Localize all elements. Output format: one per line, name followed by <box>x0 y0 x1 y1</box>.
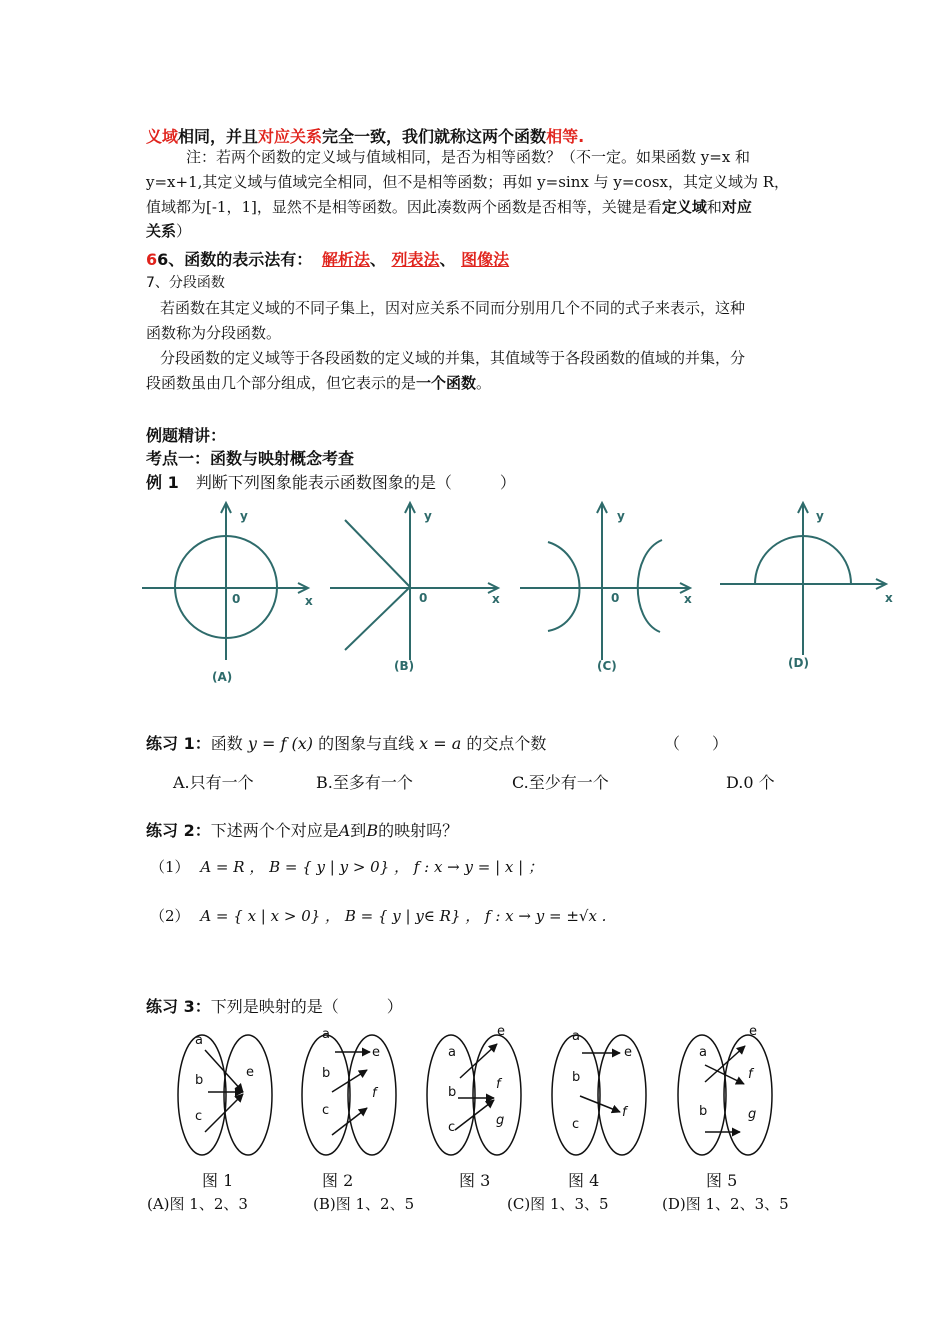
separator: 、 <box>369 250 386 269</box>
practice-1 <box>146 731 546 754</box>
section-7-heading: 7、分段函数 <box>146 275 225 291</box>
section-number: 6 <box>146 250 158 269</box>
method-analytic: 解析法 <box>321 250 370 269</box>
fig4-c: c <box>572 1117 580 1132</box>
fig3-b: b <box>448 1085 457 1100</box>
option-c: C.至少有一个 <box>512 773 609 792</box>
answer-blank: （ ） <box>664 734 729 753</box>
fig5-e: e <box>749 1024 757 1039</box>
text-fragment: 的图象与直线 <box>318 734 415 753</box>
fig5-a: a <box>699 1045 707 1060</box>
term-domain: 定义域 <box>661 198 707 216</box>
term-correspondence: 对应关系 <box>258 127 323 146</box>
graph-c-x-label: x <box>684 592 692 606</box>
fig4-b: b <box>572 1070 581 1085</box>
topic-one-heading: 考点一：函数与映射概念考查 <box>146 449 355 468</box>
option-b: B.至多有一个 <box>316 773 413 792</box>
fig2-e: e <box>372 1045 380 1060</box>
text-fragment: 的交点个数 <box>466 734 547 753</box>
practice-label: 练习 3： <box>146 997 211 1016</box>
graph-b-line-upper <box>345 520 410 587</box>
fig5-g: g <box>748 1107 757 1122</box>
item-number: （1） <box>150 858 190 876</box>
fig3-a: a <box>448 1045 456 1060</box>
graph-b-y-label: y <box>424 509 432 523</box>
option-a: A.只有一个 <box>173 773 254 792</box>
section-6-heading <box>146 247 509 270</box>
note-line-1: 注：若两个函数的定义域与值域相同，是否为相等函数？（不一定。如果函数 y=x 和 <box>186 148 751 166</box>
term-domain: 义域 <box>146 127 179 146</box>
section-6-label: 6、函数的表示法有： <box>157 250 313 269</box>
graph-d-y-label: y <box>816 509 824 523</box>
choice-c: (C)图 1、3、5 <box>507 1195 609 1213</box>
practice-2-item-1 <box>150 856 543 877</box>
text-fragment: 。 <box>476 374 492 392</box>
term-relation: 关系 <box>146 222 177 240</box>
practice-2 <box>146 818 458 841</box>
text-fragment: 和 <box>706 198 722 216</box>
sec7-para-2: 函数称为分段函数。 <box>146 324 282 342</box>
fig2-b: b <box>322 1066 331 1081</box>
fig3-c: c <box>448 1120 456 1135</box>
fig2-c: c <box>322 1103 330 1118</box>
sec7-para-4 <box>146 372 491 393</box>
set-b-symbol: B <box>366 821 379 840</box>
sec7-para-3: 分段函数的定义域等于各段函数的定义域的并集，其值域等于各段函数的值域的并集，分 <box>160 349 746 367</box>
text-fragment: 到 <box>350 821 367 840</box>
text-fragment: ） <box>176 222 192 240</box>
note-line-2: y=x+1,其定义域与值域完全相同，但不是相等函数；再如 y=sinx 与 y=cosx，其定义域为 R， <box>146 173 790 191</box>
graph-b-caption: (B) <box>394 659 415 673</box>
practice-3 <box>146 994 403 1017</box>
graph-c-left-curve <box>548 542 580 631</box>
method-graph: 图像法 <box>461 250 510 269</box>
mapping-2: A = { x | x > 0} ， B = { y | y∈ R} ， f : x → y = ±√x . <box>200 907 607 925</box>
practice-label: 练习 2： <box>146 821 211 840</box>
fig-label-4: 图 4 <box>568 1171 600 1190</box>
fig3-g: g <box>496 1113 505 1128</box>
choice-d: (D)图 1、2、3、5 <box>662 1195 789 1213</box>
mapping-diagrams <box>0 1020 950 1160</box>
fig-label-3: 图 3 <box>459 1171 491 1190</box>
practice-question: 下列是映射的是（ ） <box>210 997 403 1016</box>
text-fragment: 函数 <box>210 734 243 753</box>
fig1-set-b <box>224 1035 272 1155</box>
formula-x-eq-a: x = a <box>419 734 462 753</box>
fig3-e: e <box>497 1024 505 1039</box>
fig2-set-a <box>302 1035 350 1155</box>
graph-c-origin: 0 <box>611 591 620 605</box>
text-fragment: 相同，并且 <box>178 127 259 146</box>
term-one-function: 一个函数 <box>416 374 477 392</box>
method-table: 列表法 <box>391 250 440 269</box>
note-line-4 <box>146 220 191 241</box>
fig2-a: a <box>322 1027 330 1042</box>
practice-2-item-2 <box>150 905 606 926</box>
graph-c-caption: (C) <box>597 659 617 673</box>
example-question: 判断下列图象能表示函数图象的是（ ） <box>195 473 516 492</box>
continuation-line <box>146 124 584 147</box>
set-a-symbol: A <box>338 821 351 840</box>
sec7-para-1: 若函数在其定义域的不同子集上，因对应关系不同而分别用几个不同的式子来表示，这种 <box>160 299 746 317</box>
fig1-a: a <box>195 1033 203 1048</box>
graph-a-x-label: x <box>305 594 313 608</box>
graph-b-line-lower <box>345 587 410 650</box>
text-fragment: 完全一致，我们就称这两个函数 <box>322 127 547 146</box>
note-line-3 <box>146 196 752 217</box>
mapping-1: A = R ， B = { y | y > 0} ， f : x → y = | x | ； <box>200 858 543 876</box>
fig1-set-a <box>178 1035 226 1155</box>
text-fragment: 的映射吗？ <box>378 821 459 840</box>
examples-title: 例题精讲： <box>146 426 227 445</box>
fig5-set-b <box>724 1035 772 1155</box>
graph-c-right-curve <box>638 540 662 632</box>
graph-b-origin: 0 <box>419 591 428 605</box>
graph-a-y-label: y <box>240 509 248 523</box>
graph-b-x-label: x <box>492 592 500 606</box>
graph-d-caption: (D) <box>788 656 809 670</box>
practice-label: 练习 1： <box>146 734 211 753</box>
fig-label-2: 图 2 <box>322 1171 354 1190</box>
example-label: 例 1 <box>146 473 179 492</box>
choice-b: (B)图 1、2、5 <box>313 1195 415 1213</box>
text-fragment: 段函数虽由几个部分组成，但它表示的是 <box>146 374 417 392</box>
fig1-e: e <box>246 1065 254 1080</box>
fig-label-1: 图 1 <box>202 1171 234 1190</box>
graph-d-x-label: x <box>885 591 893 605</box>
fig5-b: b <box>699 1104 708 1119</box>
fig2-f: f <box>372 1086 377 1101</box>
graph-a-caption: (A) <box>212 670 233 684</box>
term-equal: 相等. <box>546 127 585 146</box>
term-correspondence: 对应 <box>721 198 752 216</box>
fig1-b: b <box>195 1073 204 1088</box>
graph-c-y-label: y <box>617 509 625 523</box>
fig4-a: a <box>572 1029 580 1044</box>
item-number: （2） <box>150 907 190 925</box>
option-d: D.0 个 <box>726 773 775 792</box>
text-fragment: 下述两个个对应是 <box>210 821 339 840</box>
fig5-f: f <box>748 1067 753 1082</box>
formula-fx: y = f (x) <box>247 734 313 753</box>
fig3-set-b <box>473 1035 521 1155</box>
graph-a-origin: 0 <box>232 592 241 606</box>
fig1-c: c <box>195 1109 203 1124</box>
choice-a: (A)图 1、2、3 <box>147 1195 248 1213</box>
fig4-f: f <box>622 1105 627 1120</box>
fig4-e: e <box>624 1045 632 1060</box>
text-fragment: 值域都为[-1，1]，显然不是相等函数。因此凑数两个函数是否相等，关键是看 <box>146 198 662 216</box>
fig3-f: f <box>496 1077 501 1092</box>
graphs-figure <box>0 495 950 695</box>
separator: 、 <box>439 250 456 269</box>
fig-label-5: 图 5 <box>706 1171 738 1190</box>
example-1 <box>146 470 516 493</box>
